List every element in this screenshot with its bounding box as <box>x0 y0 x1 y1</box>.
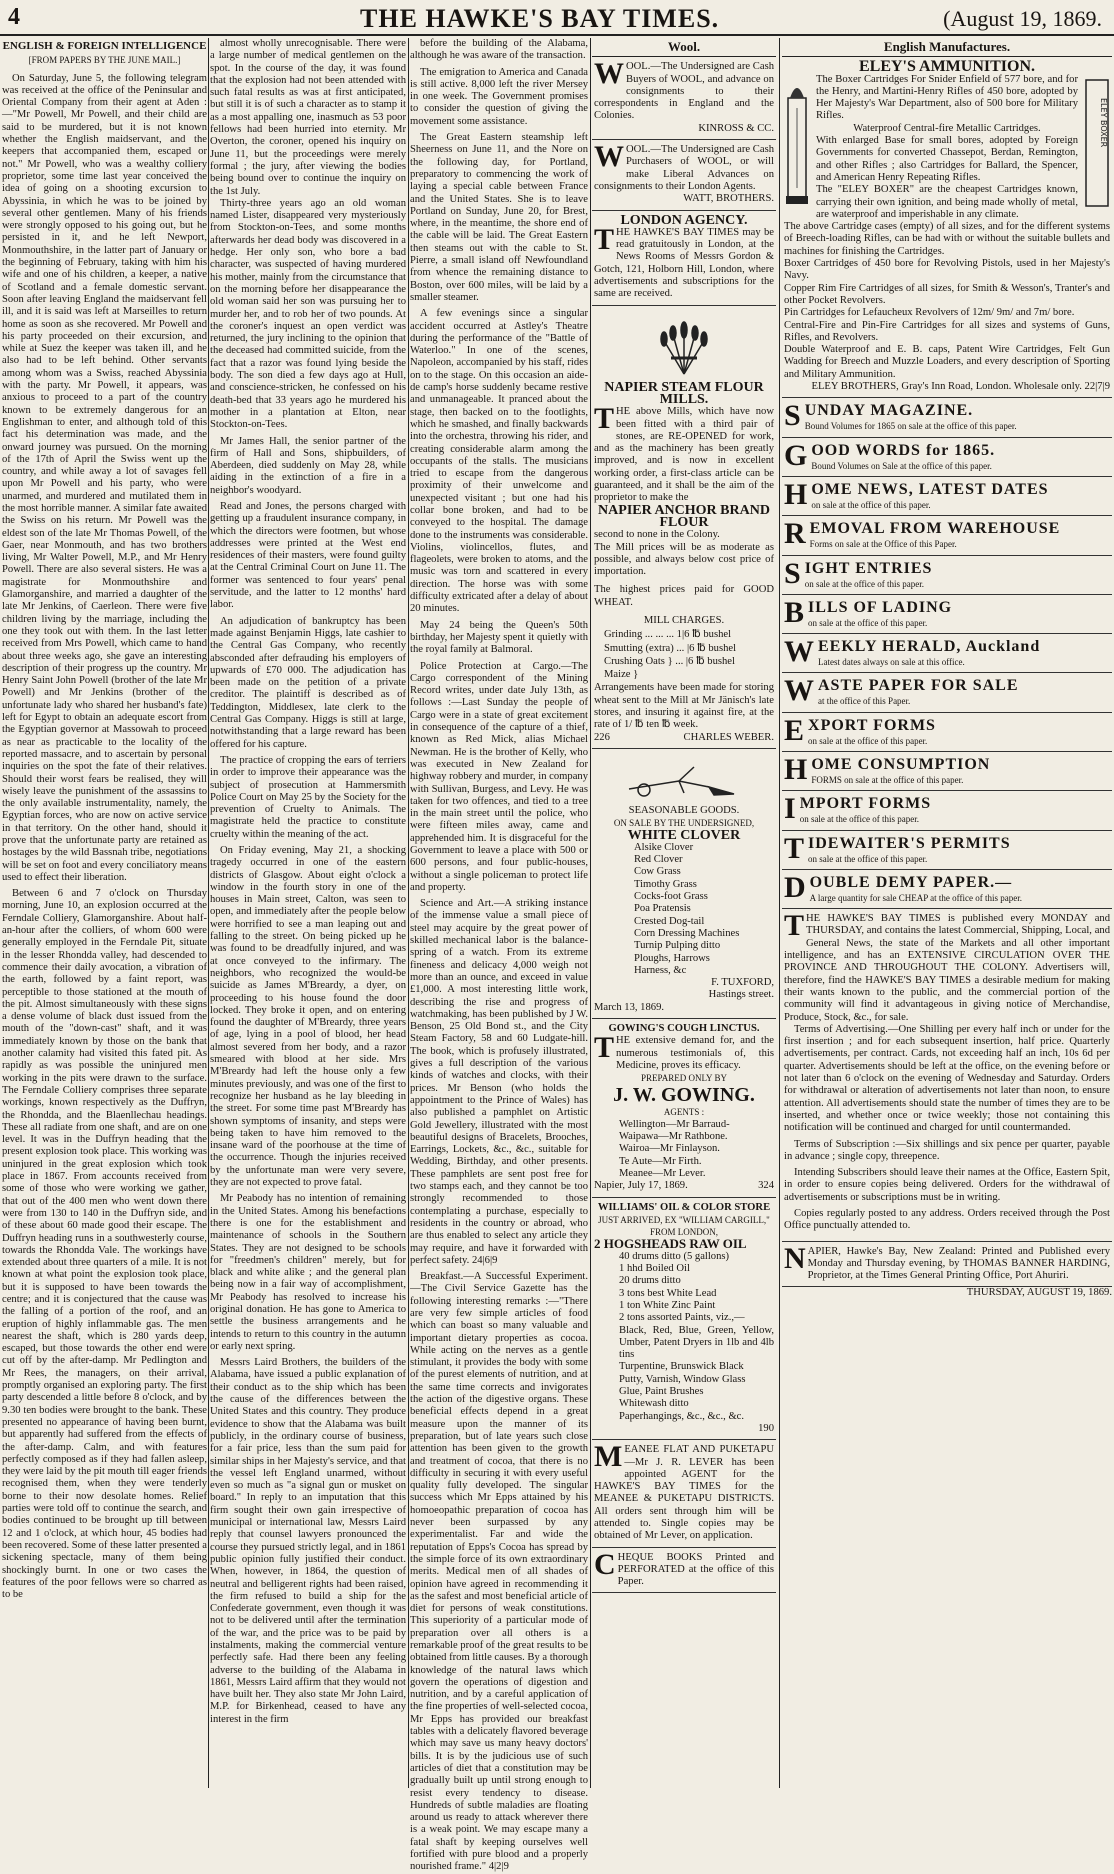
drop-cap: D <box>784 870 807 904</box>
drop-cap: S <box>784 556 802 590</box>
ad-text: Copies regularly posted to any address. Orders received through the Post Office punctually attended to. <box>784 1208 1110 1232</box>
ad-text: Arrangements have been made for storing wheat sent to the Mill at Mr Jänisch's late stores, and insuring it against fire, at the rate of 1/ ℔ ten ℔ week. <box>594 682 774 731</box>
article-paragraph: Mr Peabody has no intention of remaining in the United States. Among his benefactions there is one for the establishment and maintenance of schools in the Southern States. They are not designed to be schools for "freedmen's children" merely, but for black and white alike ; and the general plan being now in a fair way of accomplishment, Mr Peabody has resolved to increase his original donation. He has gone to America to settle the business arrangements and he intends to return to this country in the autumn or early next spring. <box>210 1193 406 1352</box>
masthead <box>0 0 1114 36</box>
plough-icon <box>619 759 749 799</box>
drop-cap: H <box>784 477 809 511</box>
box-label: ELEY BOXER <box>1099 97 1108 147</box>
charges-title: MILL CHARGES. <box>643 614 725 626</box>
small-ad <box>782 477 1112 516</box>
ad-head-text: ILLS OF LADING <box>808 598 953 616</box>
ad-signature: CHARLES WEBER. <box>683 731 774 743</box>
ad-place: Hastings street. <box>708 989 774 1001</box>
wool-ad <box>592 140 776 210</box>
ad-signature: ELEY BROTHERS, Gray's Inn Road, London. Wholesale only. 22|7|9 <box>811 381 1110 393</box>
list-item: 3 tons best White Lead <box>619 1287 717 1299</box>
small-ad <box>782 516 1112 555</box>
drop-cap: N <box>784 1241 806 1275</box>
goods-list <box>594 1251 774 1423</box>
drop-cap: S <box>784 399 802 433</box>
ad-heading: WHITE CLOVER <box>627 827 741 843</box>
goods-list <box>594 842 774 977</box>
ad-subtitle: PREPARED ONLY BY <box>641 1073 727 1084</box>
list-item: Turpentine, Brunswick Black <box>619 1361 744 1373</box>
ad-text: on sale at the office of this paper. <box>811 499 931 510</box>
drop-cap: C <box>594 1547 616 1581</box>
charges-list <box>604 629 774 681</box>
small-ad <box>782 595 1112 634</box>
section-title: Wool. <box>592 38 776 57</box>
list-item: Harness, &c <box>634 964 687 976</box>
ad-text: The above Cartridge cases (empty) of all sizes, and for the different systems of Breech-loading Rifles, can be had with or without the suitable bullets and machines for finishing the Cartridges. <box>784 221 1110 257</box>
ad-head-text: OUBLE DEMY PAPER.— <box>809 873 1013 891</box>
ad-date: March 13, 1869. <box>594 1001 665 1013</box>
drop-cap: T <box>594 222 615 256</box>
small-ad <box>782 673 1112 712</box>
ad-subtitle: FROM LONDON, <box>649 1227 718 1238</box>
ad-text: The Mill prices will be as moderate as possible, and always below cost price of importation. <box>594 541 774 578</box>
list-item: Ploughs, Harrows <box>634 952 710 964</box>
ad-head-text: UNDAY MAGAZINE. <box>804 402 974 420</box>
list-item: Wairoa—Mr Finlayson. <box>619 1143 720 1155</box>
list-item: Cow Grass <box>634 866 681 878</box>
article-paragraph: Read and Jones, the persons charged with getting up a fraudulent insurance company, in which the directors were footmen, but whose addresses were printed at the West end residences of their masters, were found guilty at the Central Criminal Court on June 11. The former was sentenced to four years' penal servitude, and the latter to 12 months' hard labor. <box>210 500 406 611</box>
list-item: 1 ton White Zinc Paint <box>619 1299 716 1311</box>
flour-brand: NAPIER ANCHOR BRAND FLOUR <box>598 502 770 530</box>
list-item: Timothy Grass <box>634 878 697 890</box>
drop-cap: I <box>784 792 797 826</box>
ad-text: Double Waterproof and E. B. caps, Patent Wire Cartridges, Felt Gun Wadding for Breech and Muzzle Loaders, and every description of Sporting and Military Ammunition. <box>784 344 1110 380</box>
column-title: ENGLISH & FOREIGN INTELLIGENCE <box>2 40 207 52</box>
small-ad <box>782 752 1112 791</box>
article-paragraph: The Great Eastern steamship left Sheerness on June 11, and the Nore on the following day, for Portland, preparatory to commencing the work of laying a special cable between France and the United States. She is to leave Portland on Sunday, June 20, for Brest, where, in the meantime, the shore end of the cable will be laid. The Great Eastern then steams out with the cable to St. Pierre, a small island off Newfoundland from whence the remaining distance to Boston, over 600 miles, will be laid by a smaller steamer. <box>410 132 588 303</box>
ad-text: on sale at the office of this paper. <box>808 735 928 746</box>
ad-head-text: IDEWAITER'S PERMITS <box>808 834 1011 852</box>
page-number: 4 <box>8 4 20 30</box>
ad-text: With enlarged Base for small bores, adopted by Foreign Governments for converted Chassepot, Berdan, Remington, and other Rifles ; also Cartridges for Ballard, the Spencer, and American Henry Repeating Rifles. <box>816 135 1078 183</box>
ad-title: NAPIER STEAM FLOUR MILLS. <box>604 379 764 407</box>
ad-text: EANEE FLAT AND PUKETAPU —Mr J. R. LEVER has been appointed AGENT for the HAWKE'S BAY TIMES for the MEANEE & PUKETAPU DISTRICTS. All orders sent through him will be attended to. Single copies may be obtained of Mr Lever, on application. <box>594 1444 774 1542</box>
article-paragraph: Messrs Laird Brothers, the builders of the Alabama, have issued a public explanation of their conduct as to the ship which has been the cause of the differences between the United States and this country. They produce evidence to show that the Alabama was built publicly, in the ordinary course of business, for a fair price, less than the sum paid for similar ships in her Majesty's service, and that the vessel left England unarmed, without even so much as "a signal gun or musket on board." In reply to an imputation that this firm sought their own gain irrespective of municipal or international law, Messrs Laird reply that counsel lawyers pronounced the course they pursued strictly legal, and in 1861 public opinion fully justified their conduct. When, however, in 1864, the question of neutral and belligerent rights had been raised, the firm refused to build a ship for the Confederate government, even though it was not to be delivered until after the termination of the war, and the price was to be paid by instalments, making the commercial venture perfectly safe. Had there been any feeling adverse to the building of the Alabama in 1861, Messrs Laird affirm that they would not have built her. They also state Mr John Laird, M.P. for Birkenhead, ceased to have any interest in the firm <box>210 1357 406 1725</box>
ad-text: OOL.—The Undersigned are Cash Purchasers of WOOL, or will make Liberal Advances on consignments to their London Agents. <box>594 144 774 192</box>
ad-text: FORMS on sale at the office of this paper. <box>811 774 964 785</box>
ad-text: OOL.—The Undersigned are Cash Buyers of WOOL, and advance on consignments to their correspondents in England and the Colonies. <box>594 61 774 122</box>
charge-item: Smutting (extra) ... |6 ℔ bushel <box>604 642 737 654</box>
ad-footer <box>594 1180 774 1192</box>
column-5 <box>782 38 1112 1788</box>
ad-text: Terms of Subscription :—Six shillings and six pence per quarter, payable in advance ; single copy, threepence. <box>784 1138 1110 1162</box>
ad-text: Boxer Cartridges of 450 bore for Revolving Pistols, used in her Majesty's Navy. <box>784 258 1110 282</box>
ad-subtitle: ON SALE BY THE UNDERSIGNED, <box>613 818 755 829</box>
drop-cap: T <box>784 831 806 865</box>
newspaper-title: THE HAWKE'S BAY TIMES. <box>360 4 720 33</box>
ad-title: GOWING'S COUGH LINCTUS. <box>608 1023 760 1034</box>
printer-imprint <box>782 1242 1112 1288</box>
column-4 <box>592 38 776 1788</box>
list-item: Corn Dressing Machines <box>634 927 740 939</box>
ad-head-text: EEKLY HERALD, Auckland <box>818 638 1041 656</box>
list-item: 40 drums ditto (5 gallons) <box>619 1250 730 1262</box>
publication-notice <box>782 909 1112 1241</box>
small-ad <box>782 398 1112 437</box>
ad-text: The "ELEY BOXER" are the cheapest Cartridges known, carrying their own ignition, and being made wholly of metal, are waterproof and imperishable in any climate. <box>816 184 1078 220</box>
drop-cap: W <box>784 674 815 708</box>
footer-date: THURSDAY, AUGUST 19, 1869. <box>966 1287 1112 1299</box>
drop-cap: B <box>784 595 806 629</box>
ad-text: The Boxer Cartridges For Snider Enfield of 577 bore, and for the Henry, and Martini-Henry Rifles of 450 bore, adopted by Her Majesty's War Department, also of 500 bore for Military Rifles. <box>816 73 1078 122</box>
list-item: Turnip Pulping ditto <box>634 940 721 952</box>
small-ad <box>782 438 1112 477</box>
ad-text: on sale at the office of this paper. <box>808 617 928 628</box>
ad-footer <box>594 732 774 744</box>
ad-head-text: XPORT FORMS <box>808 716 936 734</box>
ad-text: on sale at the office of this paper. <box>808 853 928 864</box>
ad-text: Terms of Advertising.—One Shilling per every half inch or under for the first insertion ; and for each subsequent insertion, half price. Quarterly advertisements, per contract. Cards, not exceeding half an inch, 10s 6d per quarter. Advertisements should be left at the office, on the evening before or not later than 6 o'clock on the evening of Wednesday and Saturday. Orders for withdrawal or alteration of advertisements not later than noon, to ensure attention. All advertisements should state the number of times they are to be inserted, and whether once or twice weekly; those not containing this notification will be continued and charged for until countermanded. <box>784 1023 1110 1134</box>
ad-text: HE above Mills, which have now been fitted with a third pair of stones, are RE-OPENED for work, and as the machinery has been greatly improved, and is now in excellent working order, a first-class article can be guaranteed, and it shall be the aim of the proprietor to make the <box>594 406 774 504</box>
agents-title: AGENTS : <box>663 1107 705 1118</box>
ad-title: LONDON AGENCY. <box>620 212 748 228</box>
drop-cap: T <box>784 909 805 943</box>
oil-store-ad <box>592 1198 776 1441</box>
list-item: Wellington—Mr Barraud- <box>619 1118 730 1130</box>
ad-text: on sale at the office of this paper. <box>799 814 919 825</box>
article-paragraph: On Saturday, June 5, the following telegram was received at the office of the Peninsular and Oriental Company from their agent at Aden :—"Mr Powell, Mr Powell, and their child are said to be murdered, but it is not known whether the English maidservant, and the keepers that accompanied them, escaped or not." Mr Powell, who was a wealthy colliery proprietor, some time last year conceived the idea of going on a shooting excursion to Abyssinia, in which he was to be joined by several other gentlemen. Many of his friends were strongly opposed to his going out, but he persisted in it, and he left Newport, Monmouthshire, in the latter part of January or the beginning of February, taking with him his wife and one of his children, a keeper, a native of Scotland and a female domestic servant. Soon after leaving England the maidservant fell ill, and it is said was left at Marseilles to return home as soon as she recovered. Mr Powell and his party proceeded on their excursion, and while at Suez the keeper was taken ill, and he also had to be left behind. Other servants among whom was a Swiss, reached Abyssinia with the party. Mr Powell, it appears, was anxious to proceed to a part of the country known to be extremely dangerous for an Englishman to enter, and although told of this fact his determination was made, and the onward journey was pursued. On the morning of the 17th of April the Swiss went up the country, and while away a lot of savages fell upon Mr Powell and his party, who were unarmed, and murdered and mutilated them in the most horrible manner. A similar fate awaited the Swiss on his return. Mr Powell was the eldest son of the late Mr Thomas Powell, of the Gaer, near Monmouth, and has two brothers living, Mr Walter Powell, M.P., and Mr Henry Powell. There are also several sisters. He was a magistrate for Monmouthshire and Glamorganshire, and married a daughter of the late Mr Jenkins, of Caerleon. There were five children living by the marriage, including the one they took out with them. In the last letter received from Mrs Powell, which came to hand about three weeks ago, she gave an interesting description of their progress up the country. Mr Henry Saint John Powell (brother of the late Mr Powell) and Mr Jenkins (brother of the unfortunate lady who shared her husband's fate) left for Egypt to obtain an adequate escort from the Egyptian governor at Massowah to proceed as near as practicable to the locality of the reported massacre, and to ascertain by personal inquiries on the spot the fate of their relatives. Should their worst fears be realised, they will wisely leave the punishment of the assassins to the only available instrumentality, namely, the Egyptian forces, who are now on active service in that territory. On the other hand, should it prove that the unfortunate party are retained as hostages by the wild Bassnah tribe, negotiations will be set on foot and every conciliatory means used to effect their liberation. <box>2 72 207 883</box>
list-item: Putty, Varnish, Window Glass <box>619 1373 746 1385</box>
ad-head-text: IGHT ENTRIES <box>804 559 933 577</box>
ad-heading: J. W. GOWING. <box>613 1084 755 1107</box>
ad-subtitle: JUST ARRIVED, EX "WILLIAM CARGILL," <box>598 1214 770 1225</box>
flour-mills-ad <box>592 306 776 749</box>
drop-cap: W <box>594 140 624 174</box>
charge-item: Crushing Oats } ... |6 ℔ bushel <box>604 655 735 667</box>
article-paragraph: Science and Art.—A striking instance of the immense value a small piece of steel may acquire by the great power of skilled mechanical labor is the balance-spring of a watch. From its extreme fineness and delicacy 4,000 weigh not more than an ounce, and exceed in value £1,000. A most interesting little work, describing the rise and progress of watchmaking, has been published by J W. Benson, 25 Old Bond st., and the City Steam Factory, 58 and 60 Ludgate-hill. The book, which is profusely illustrated, gives a full description of the various kinds of watches and clocks, with their prices. Mr Benson (who holds the appointment to the Prince of Wales) has also published a pamphlet on Artistic Gold Jewellery, illustrated with the most beautiful designs of Bracelets, Brooches, Earrings, Lockets, &c., &c., suitable for Wedding, Birthday, and other presents. These pamphlets are sent post free for two stamps each, and they cannot be too strongly recommended to those contemplating a purchase, especially to residents in the country or abroad, who are thus enabled to select any article they may require, and have it forwarded with perfect safety. 24|6|9 <box>410 898 588 1266</box>
list-item: Black, Red, Blue, Green, Yellow, Umber, Patent Dryers in 1lb and 4lb tins <box>619 1324 774 1361</box>
drop-cap: M <box>594 1440 623 1474</box>
ad-title: WILLIAMS' OIL & COLOR STORE <box>597 1201 771 1213</box>
article-paragraph: Police Protection at Cargo.—The Cargo correspondent of the Mining Record writes, under date July 13th, as follows :—Last Sunday the people of Cargo were in a state of great excitement in consequence of the capture of a thief, known as Red Mick, alias Michael Newman. He is the brother of Kelly, who was executed in New Zealand for highway robbery and murder, in company with Sullivan, Burgess, and Levy. He was taken for two offences, and tied to a tree in the main street until the police, who were fifteen miles away, came and apprehended him. It is disgraceful for the Government to leave a place with 500 or 600 persons, and four public-houses, without a single policeman to protect life and property. <box>410 660 588 893</box>
ad-ref: 324 <box>758 1180 774 1192</box>
ad-text: Forms on sale at the Office of this Paper. <box>809 539 957 550</box>
london-agency-ad <box>592 211 776 306</box>
ad-text: Central-Fire and Pin-Fire Cartridges for all sizes and systems of Guns, Rifles, and Revolvers. <box>784 319 1110 343</box>
charge-item: Grinding ... ... ... 1|6 ℔ bushel <box>604 629 732 641</box>
list-item: Waipawa—Mr Rathbone. <box>619 1131 728 1143</box>
ad-text: APIER, Hawke's Bay, New Zealand: Printed and Published every Monday and Thursday evening, by THOMAS BANNER HARDING, Proprietor, at the Times General Printing Office, Port Ahuriri. <box>807 1245 1110 1282</box>
article-paragraph: May 24 being the Queen's 50th birthday, her Majesty spent it quietly with the royal family at Balmoral. <box>410 619 588 656</box>
ad-date: Napier, July 17, 1869. <box>594 1180 688 1192</box>
cartridge-icon <box>784 78 810 208</box>
seasonable-goods-ad <box>592 749 776 1019</box>
list-item: 2 tons assorted Paints, viz.,— <box>619 1312 745 1324</box>
wheat-sheaf-icon <box>649 316 719 376</box>
column-rule <box>590 38 591 1788</box>
drop-cap: G <box>784 438 809 472</box>
ad-head-text: OME CONSUMPTION <box>811 755 991 773</box>
ad-text: HE HAWKE'S BAY TIMES may be read gratuitously in London, at the News Rooms of Messrs Gordon & Gotch, 121, Holborn Hill, London, where advertisements and subscriptions for the same are received. <box>594 226 774 300</box>
drop-cap: T <box>594 402 615 436</box>
list-item: Paperhangings, &c., &c., &c. <box>619 1410 745 1422</box>
drop-cap: T <box>594 1031 615 1065</box>
list-item: 20 drums ditto <box>619 1275 681 1287</box>
ad-text: HEQUE BOOKS Printed and PERFORATED at the office of this Paper. <box>617 1551 774 1588</box>
wheat-prices-line: The highest prices paid for GOOD WHEAT. <box>594 584 774 608</box>
drop-cap: E <box>784 713 806 747</box>
column-rule <box>779 38 780 1788</box>
ad-head-text: ASTE PAPER FOR SALE <box>818 677 1019 695</box>
section-title: English Manufactures. <box>782 38 1112 57</box>
drop-cap: W <box>784 635 815 669</box>
list-item: Cocks-foot Grass <box>634 891 708 903</box>
drop-cap: W <box>594 57 624 91</box>
ad-text: HE HAWKE'S BAY TIMES is published every MONDAY and THURSDAY, and contains the latest Commercial, Shipping, Local, and General News, the state of the Markets and all other important intelligence, and has an EXTENSIVE CIRCULATION OVER THE PROVINCE AND THROUGHOUT THE COLONY. Advertisers will, therefore, find the HAWKE'S BAY TIMES a desirable medium for making their wants known to the public, and the commercial portion of the community will find it advantageous in giving notice of Merchandise, Produce, Stock, &c., for sale. <box>784 913 1110 1023</box>
list-item: 1 hhd Boiled Oil <box>619 1263 690 1275</box>
column-2 <box>210 38 406 1788</box>
ad-signature: KINROSS & CC. <box>698 122 774 134</box>
small-ad <box>782 713 1112 752</box>
cheque-books-ad <box>592 1548 776 1594</box>
column-subtitle: [FROM PAPERS BY THE JUNE MAIL.] <box>28 55 181 66</box>
article-paragraph: Mr James Hall, the senior partner of the firm of Hall and Sons, shipbuilders, of Aberdeen, died suddenly on May 28, while aiding in the extinction of a fire in a neighbor's woodyard. <box>210 435 406 496</box>
ad-head-text: MPORT FORMS <box>799 795 932 813</box>
small-ad <box>782 556 1112 595</box>
column-rule <box>208 38 209 1788</box>
article-paragraph: Breakfast.—A Successful Experiment.—The Civil Service Gazette has the following interesting remarks :—"There are very few simple articles of food which can boast so many valuable and important dietary properties as cocoa. While acting on the nerves as a gentle stimulant, it provides the body with some of the purest elements of nutrition, and at the same time corrects and invigorates the action of the digestive organs. These beneficial effects depend in a great measure upon the manner of its preparation, but of late years such close attention has been given to the growth and treatment of cocoa, that there is no difficulty in securing it with every useful quality fully developed. The singular success which Mr Epps attained by his homoeopathic preparation of cocoa has never been surpassed by any experimentalist. Far and wide the reputation of Epps's Cocoa has spread by the simple force of its own extraordinary merits. Medical men of all shades of opinion have agreed in recommending it as the safest and most beneficial article of diet for persons of weak constitutions. This superiority of a particular mode of preparation over all others is a remarkable proof of the great results to be obtained from little causes. By a thorough knowledge of the natural laws which govern the operations of digestion and nutrition, and by a careful application of the fine properties of well-selected cocoa, Mr Epps has provided our breakfast tables with a delicately flavored beverage which may save us many heavy doctors' bills. It is by the judicious use of such articles of diet that a constitution may be gradually built up until strong enough to resist every tendency to disease. Hundreds of subtle maladies are floating around us ready to attack wherever there is a weak point. We may escape many a fatal shaft by keeping ourselves well fortified with pure blood and a properly nourished frame." 4|2|9 <box>410 1271 588 1873</box>
article-paragraph: Between 6 and 7 o'clock on Thursday morning, June 10, an explosion occurred at the Ferndale Colliery, Glamorganshire. About half-an-hour after the colliers, of whom 600 were generally employed in the Ferndale Pit, situate in the lesser Rhondda valley, had descended to commence their daily avocation, a vibration of the earth, followed by a faint report, was perceptible to those stationed at the mouth of the pit. Almost simultaneously with these signs a dense volume of black dust issued from the mouth of the "down-cast" shaft, and it was immediately known by those on the bank that another calamity had visited this fated pit. As rapidly as was possible the uninjured men working in the pits were drawn to the surface. The Ferndale Colliery comprises three separate workings, known respectively as the Duffryn, the Rhondda, and the Blaenllechau headings. These all radiate from one shaft, and are on one level. It was in the Duffryn heading that the present explosion took place. This working was uninjured in the great explosion which took place in 1867. From accounts received from some of those who were working we gather, that out of the 400 men who went down there were from 130 to 140 in the Duffryn side, and of these about 60 made good their escape. The Duffryn heading runs in a southwesterly course, towards the Rhondda Vale. The workings have extended about three quarters of a mile. It is not known at what point the explosion took place, but it is supposed to have been towards the centre; and it is conjectured that the cause was the falling of a portion of the roof, and an eruption of highly inflammable gas. The men nearest the shaft, which is 280 yards deep, escaped, but those towards the other end were cut off by the after-damp. Mr Pedlington and Mr Rees, the managers, on their arrival, promptly organised an exploring party. The first party descended a little before 8 o'clock, and by 9.30 ten bodies were brought to the bank. These presented no appearance of having been burnt, but apparently had suffered from the effects of the after-damp. Calm, and with features perfectly composed as if they had fallen asleep, they were laid by the pit mouth till eager friends recognised them, when they were tenderly borne to their now desolate homes. Relief parties were told off to continue the search, and bodies continued to be brought up till between 12 and 1 o'clock, at which hour, 45 bodies had been recovered. Some of these latter presented a sickening spectacle, many of them being shockingly burnt. In one or two cases the features of the poor fellows were so charred as to be <box>2 888 207 1601</box>
drop-cap: R <box>784 517 807 551</box>
ad-heading: 2 HOGSHEADS RAW OIL <box>594 1236 747 1252</box>
ad-text: second to none in the Colony. <box>594 529 720 541</box>
ad-text: Copper Rim Fire Cartridges of all sizes, for Smith & Wesson's, Tranter's and other Pocket Revolvers. <box>784 282 1110 306</box>
charge-item: Maize } <box>604 669 639 681</box>
ad-text: on sale at the office of this paper. <box>804 578 924 589</box>
article-paragraph: A few evenings since a singular accident occurred at Astley's Theatre during the performance of the "Battle of Waterloo." In one of the scenes, Napoleon, accompanied by his staff, rides on to the stage. On this occasion an aide-de camp's horse suddenly became restive and unmanageable. It pranced about the stage, then backed on to the footlights, which he smashed, and finally backwards into the orchestra, throwing his rider, and creating considerable alarm among the occupants of the stalls. The musicians tried to escape from the dangerous proximity of their unwelcome and unexpected visitant ; but one had his collar bone broken, and had to be conveyed to the hospital. The damage done to the instruments was considerable. Violins, violincellos, flutes, and flageolets, were broken to atoms, and the music was torn and scattered in every direction. The horse was with some difficulty extricated after a delay of about 20 minutes. <box>410 308 588 615</box>
drop-cap: H <box>784 752 809 786</box>
ad-text: A large quantity for sale CHEAP at the office of this paper. <box>809 892 1022 903</box>
list-item: Poa Pratensis <box>634 903 691 915</box>
ad-text: Bound Volumes on Sale at the office of this paper. <box>811 460 992 471</box>
issue-date: (August 19, 1869. <box>943 6 1102 31</box>
article-paragraph: On Friday evening, May 21, a shocking tragedy occurred in one of the eastern districts of Glasgow. About eight o'clock a window in the fourth story in one of the houses in Main street, Calton, was seen to open, and immediately after the people below were horrified to see a man leaping out and falling to the street. On being picked up he was found to be dreadfully injured, and was at once conveyed to the infirmary. The neighbors, who recognized the would-be suicide as James M'Breardy, a dyer, on proceeding to his house found the door locked. They broke it open, and on entering found the daughter of M'Breardy, three years of age, lying in a pool of blood, her head almost severed from her body, and a razor smeared with blood at her side. Mrs M'Breardy had left the house only a few minutes previously, and was one of the first to recognize her husband as he lay bleeding in the street. For some time past M'Breardy has shown symptoms of insanity, and steps were being taken to have him removed to the insane ward of the poorhouse at the time of the occurrence. Though the injuries received by the unfortunate man were very severe, they are not expected to prove fatal. <box>210 845 406 1189</box>
ad-ref: 226 <box>594 731 610 743</box>
wool-ad <box>592 57 776 140</box>
article-paragraph: The practice of cropping the ears of terriers in order to improve their appearance was the subject of prosecution at Hammersmith Police Court on May 25 by the Society for the prevention of Cruelty to Animals. The magistrate held the practice to constitute cruelty within the meaning of the act. <box>210 754 406 840</box>
cough-linctus-ad <box>592 1019 776 1198</box>
ad-signature: WATT, BROTHERS. <box>683 193 774 205</box>
list-item: Meanee—Mr Lever. <box>619 1167 706 1179</box>
small-ad <box>782 791 1112 830</box>
ad-text: HE extensive demand for, and the numerous testimonials of, this Medicine, proves its efficacy. <box>616 1035 774 1071</box>
article-paragraph: almost wholly unrecognisable. There were a large number of medical gentlemen on the spot. In the course of the day, it was found that the explosion had not been attended with such fatal results as was at first anticipated, but still it is of such a character as to stamp it as a most appalling one, inasmuch as 53 poor fellows had been hurried into eternity. Mr Overton, the coroner, opened his inquiry on June 11, but the proceedings were merely formal ; the jury, after viewing the bodies being bound over to continue the inquiry on the 1st July. <box>210 38 406 197</box>
list-item: Te Aute—Mr Firth. <box>619 1155 702 1167</box>
eley-ammunition-ad <box>782 57 1112 398</box>
ad-head-text: OOD WORDS for 1865. <box>811 441 996 459</box>
list-item: Glue, Paint Brushes <box>619 1386 704 1398</box>
agents-list <box>594 1119 774 1180</box>
ad-title: SEASONABLE GOODS. <box>628 804 740 816</box>
ad-text: Waterproof Central-fire Metallic Cartridges. <box>853 122 1041 134</box>
ad-ref: 190 <box>758 1422 774 1434</box>
list-item: Crested Dog-tail <box>634 915 705 927</box>
column-rule <box>408 38 409 1788</box>
ad-head-text: EMOVAL FROM WAREHOUSE <box>809 520 1061 538</box>
article-paragraph: before the building of the Alabama, although he was aware of the transaction. <box>410 38 588 62</box>
small-ad <box>782 870 1112 909</box>
ad-text: Intending Subscribers should leave their names at the Office, Eastern Spit, in order to ensure copies being delivered. Orders for the withdrawal of advertisements or subscriptions must be in writing. <box>784 1167 1110 1203</box>
ad-text: Latest dates always on sale at this office. <box>818 657 965 668</box>
ad-text: Pin Cartridges for Lefaucheux Revolvers of 12m/ 9m/ and 7m/ bore. <box>784 307 1075 319</box>
ad-head-text: OME NEWS, LATEST DATES <box>811 480 1049 498</box>
list-item: Alsike Clover <box>634 841 694 853</box>
small-ad <box>782 831 1112 870</box>
article-paragraph: Thirty-three years ago an old woman named Lister, disappeared very mysteriously from Stockton-on-Tees, and some months afterwards her dead body was discovered in a hedge. Her only son, who bore a bad character, was suspected of having murdered his mother, mainly from the circumstance that on the morning before her disappearance the old woman said her son was pursuing her to murder her, and to rob her of two pounds. At the coroner's inquest an open verdict was returned, the jury inclining to the opinion that the deceased had committed suicide, from the fact that a razor was found lying beside the body. The son died a few days ago at Hull, and conscience-stricken, he confessed on his death-bed that 33 years ago he murdered his mother in a plantation at Elton, near Stockton-on-Tees. <box>210 197 406 431</box>
list-item: Red Clover <box>634 854 683 866</box>
article-paragraph: The emigration to America and Canada is still active. 8,000 left the river Mersey in one week. The Government promises to consider the question of giving the movement some assistance. <box>410 66 588 127</box>
ad-text: at the office of this Paper. <box>818 696 911 707</box>
meanee-agent-ad <box>592 1440 776 1547</box>
cartridge-box-icon <box>1084 78 1110 208</box>
article-paragraph: An adjudication of bankruptcy has been made against Benjamin Higgs, late cashier to the Central Gas Company, who recently absconded after defrauding his employers of upwards of £70 000. The adjudication has been made on the petition of a private creditor. The plaintiff is described as of Teddington, Middlesex, late clerk to the Central Gas Company. Higgs is still at large, notwithstanding that a large reward has been offered for his capture. <box>210 615 406 750</box>
ad-text: Bound Volumes for 1865 on sale at the office of this paper. <box>804 421 1017 432</box>
ad-signature: F. TUXFORD, <box>711 977 774 989</box>
column-1 <box>2 38 207 1788</box>
small-ad <box>782 634 1112 673</box>
ad-title: ELEY'S AMMUNITION. <box>858 58 1036 76</box>
column-3 <box>410 38 588 1873</box>
list-item: Whitewash ditto <box>619 1398 689 1410</box>
